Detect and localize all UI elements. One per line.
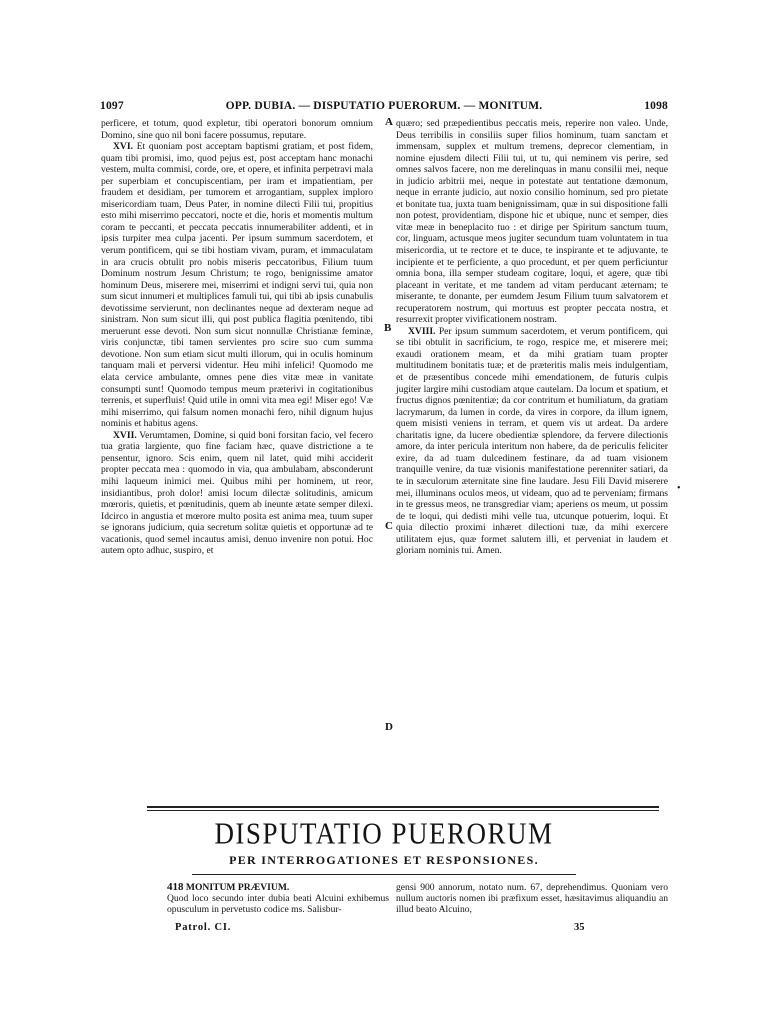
running-title: OPP. DUBIA. — DISPUTATIO PUERORUM. — MONITUM. xyxy=(225,100,543,112)
margin-marker-a: A xyxy=(385,116,393,128)
paragraph xyxy=(396,326,668,557)
section-title: DISPUTATIO PUERORUM xyxy=(214,815,554,851)
monitum-right-column xyxy=(396,882,668,916)
monitum-heading: MONITUM PRÆVIUM. xyxy=(185,882,290,893)
footer-signature: 35 xyxy=(574,922,585,933)
paragraph-text: Verumtamen, Domine, si quid boni forsitan facio, vel fecero tua gratia largiente, quo fine faciam hæc, quave districtione a te pensentur, ignoro. Scis enim, quem nil latet, quid mihi acciderit propter peccata mea : quomodo in via, qua ambulabam, absconderunt mihi laqueum inimici mei. Quibus mihi per hominem, ut reor, insidiantibus, proh dolor! amisi locum dilectæ solitudinis, amicum mœroris, quietis, et pœnitudinis, quem ab ineunte ætate semper dilexi. Idcirco in angustia et mœrore multo posita est anima mea, tuum super se ignorans judicium, quia secretum solitæ quietis et opportunæ ad te vacationis, quod semel incautus amisi, denuo invenire non potui. Hoc autem opto adhuc, suspiro, et xyxy=(101,429,373,557)
footer-volume: Patrol. CI. xyxy=(175,922,232,933)
section-rule-top xyxy=(147,806,659,808)
paragraph-text: quæro; sed præpedientibus peccatis meis, reperire non valeo. Unde, Deus terribilis in consiliis super filios hominum, tuam sanctam et immensam, supplex et multum tremens, deprecor clementiam, in nomine ejusdem dilecti Filii tui, ut tu, qui neminem vis perire, sed omnes salvos facere, non me derelinquas in manu consilii mei, neque in judicio arbitrii mei, neque in potestate aut tentatione dæmonum, neque in errante judicio, aut noxio consilio hominum, sed pro pietate et bonitate tua, juxta tuam benignissimam, quæ in sui dispositione falli non potest, providentiam, dispone hic et ubique, nunc et semper, dies vitæ meæ in beneplacito tuo : et dirige per Spiritum sanctum tuum, cor, linguam, actusque meos jugiter secundum tuam voluntatem in tua misericordia, ut te rectore et te duce, te inspirante et te adjuvante, te incipiente et te perficiente, a quo procedunt, et per quem perficiuntur omnia bona, illa semper studeam cogitare, loqui, et agere, quæ tibi placeant in veritate, et me tandem ad vitam perducant æternam; te miserante, te donante, per eumdem Jesum Filium tuum salvatorem et recuperatorem nostrum, qui mortuus est propter peccata nostra, et resurrexit propter vivificationem nostram. xyxy=(396,118,668,326)
monitum-right-text: gensi 900 annorum, notato num. 67, deprehendimus. Quoniam vero nullum auctoris nomen ibi præfixum esset, hæsitavimus aliquandiu an illud beato Alcuino, xyxy=(396,882,668,916)
paragraph xyxy=(101,430,373,557)
margin-marker-b: B xyxy=(384,322,392,334)
right-column xyxy=(396,118,668,557)
paragraph-text: perficere, et totum, quod expletur, tibi operatori bonorum omnium Domino, sine quo nil boni facere possumus, reputare. xyxy=(101,118,373,141)
section-rule-top-thin xyxy=(147,810,659,811)
paragraph xyxy=(101,141,373,430)
page-number-right: 1098 xyxy=(644,100,668,112)
paragraph-text: Per ipsum summum sacerdotem, et verum pontificem, qui se tibi obtulit in sacrificium, te rogo, respice me, et miserere mei; exaudi orationem meam, et da mihi gratiam tuam propter multitudinem bonitatis tuæ; et de præteritis malis meis indulgentiam, et de præsentibus concede mihi emendationem, de futuris culpis jugiter largire mihi custodiam atque cautelam. Da locum et spatium, et fructus dignos pœnitentiæ; da cor contritum et humiliatum, da gratiam lacrymarum, da lumen in corde, da vires in corpore, da illum ignem, quem misisti veniens in terram, et quem vis ut ardeat. Da ardere charitatis igne, da lucere obedientiæ splendore, da fervere dilectionis amore, da inter pericula interitum non habere, da de periculis feliciter exire, da ad tuam dulcedinem festinare, da ad tuam visionem tranquille venire, da tuæ visionis manifestatione perenniter satiari, da te in sæculorum æternitate sine fine laudare. Jesu Fili David miserere mei, illuminans oculos meos, ut videam, quo ad te perveniam; firmans in te gressus meos, ne transgrediar viam; aperiens os meum, ut possim de te loqui, qui dedisti mihi velle tua, utcunque potuerim, loqui. Et quia dilectio proximi inhæret dilectioni tuæ, da mihi exercere utilitatem ejus, quæ formet salutem illi, et perveniat in laudem et gloriam nominis tui. Amen. xyxy=(396,325,668,557)
section-subtitle: PER INTERROGATIONES ET RESPONSIONES. xyxy=(229,853,539,867)
ink-dot: • xyxy=(677,483,681,494)
monitum-left-text: Quod loco secundo inter dubia beati Alcuini exhibemus opusculum in pervetusto codice ms. Salisbur- xyxy=(167,893,389,916)
paragraph-text: Et quoniam post acceptam baptismi gratiam, et post fidem, quam tibi promisi, imo, quod pejus est, post acceptam hanc monachi vestem, multa commisi, corde, ore, et opere, et infinita perpetravi mala per superbiam et concupiscentiam, per iram et impatientiam, per fraudem et desidiam, per tumorem et arrogantiam, supplex imploro misericordiam tuam, Deus Pater, in nomine dilecti Filii tui, propitius esto mihi miserrimo peccatori, nocte et die, horis et momentis multum coram te peccanti, et peccata peccatis innumerabiliter addenti, et in ipsis turpiter mea culpa jacenti. Per ipsum summum sacerdotem, et verum pontificem, qui se tibi hostiam vivam, puram, et immaculatam in ara crucis obtulit pro nobis miseris peccatoribus, Filium tuum Dominum nostrum Jesum Christum; te rogo, benignissime amator hominum Deus, miserere mei, miserrimi et indigni servi tui, quia non sum sicut innumeri et multiplices famuli tui, qui tibi ab ipsis cunabulis devotissime servierunt, non declinantes neque ad dexteram neque ad sinistram. Non sum sicut illi, qui post publica flagitia pœnitendo, tibi meruerunt esse devoti. Non sum sicut nonnullæ Christianæ feminæ, viris conjunctæ, tibi tamen servientes pro scire suo cum summa devotione. Non sum etiam sicut multi illorum, qui in oculis hominum tanquam mali et perversi videntur. Heu mihi infelici! Quomodo me elata cervice ambulante, omnes pene dies vitæ meæ in vanitate consumpti sunt! Quomodo tempus meum præterivi in cogitationibus terrenis, et superfluis! Quid utile in omni vita mea egi! Miser ego! Væ mihi miserrimo, qui falsum nomen monachi fero, nihil dignum hujus nominis et habitus agens. xyxy=(101,141,373,430)
paragraph xyxy=(396,118,668,326)
paragraph xyxy=(101,118,373,141)
section-number: XVI. xyxy=(113,141,133,153)
subtitle-rule xyxy=(192,874,576,875)
monitum-left-column xyxy=(167,882,389,916)
running-header xyxy=(100,100,668,116)
margin-marker-c: C xyxy=(385,520,393,532)
page-number-left: 1097 xyxy=(100,100,124,112)
margin-marker-d: D xyxy=(385,721,393,733)
section-number: XVII. xyxy=(113,429,137,441)
left-column xyxy=(101,118,373,557)
section-number: XVIII. xyxy=(408,325,436,337)
monitum-number: 418 xyxy=(167,881,184,893)
